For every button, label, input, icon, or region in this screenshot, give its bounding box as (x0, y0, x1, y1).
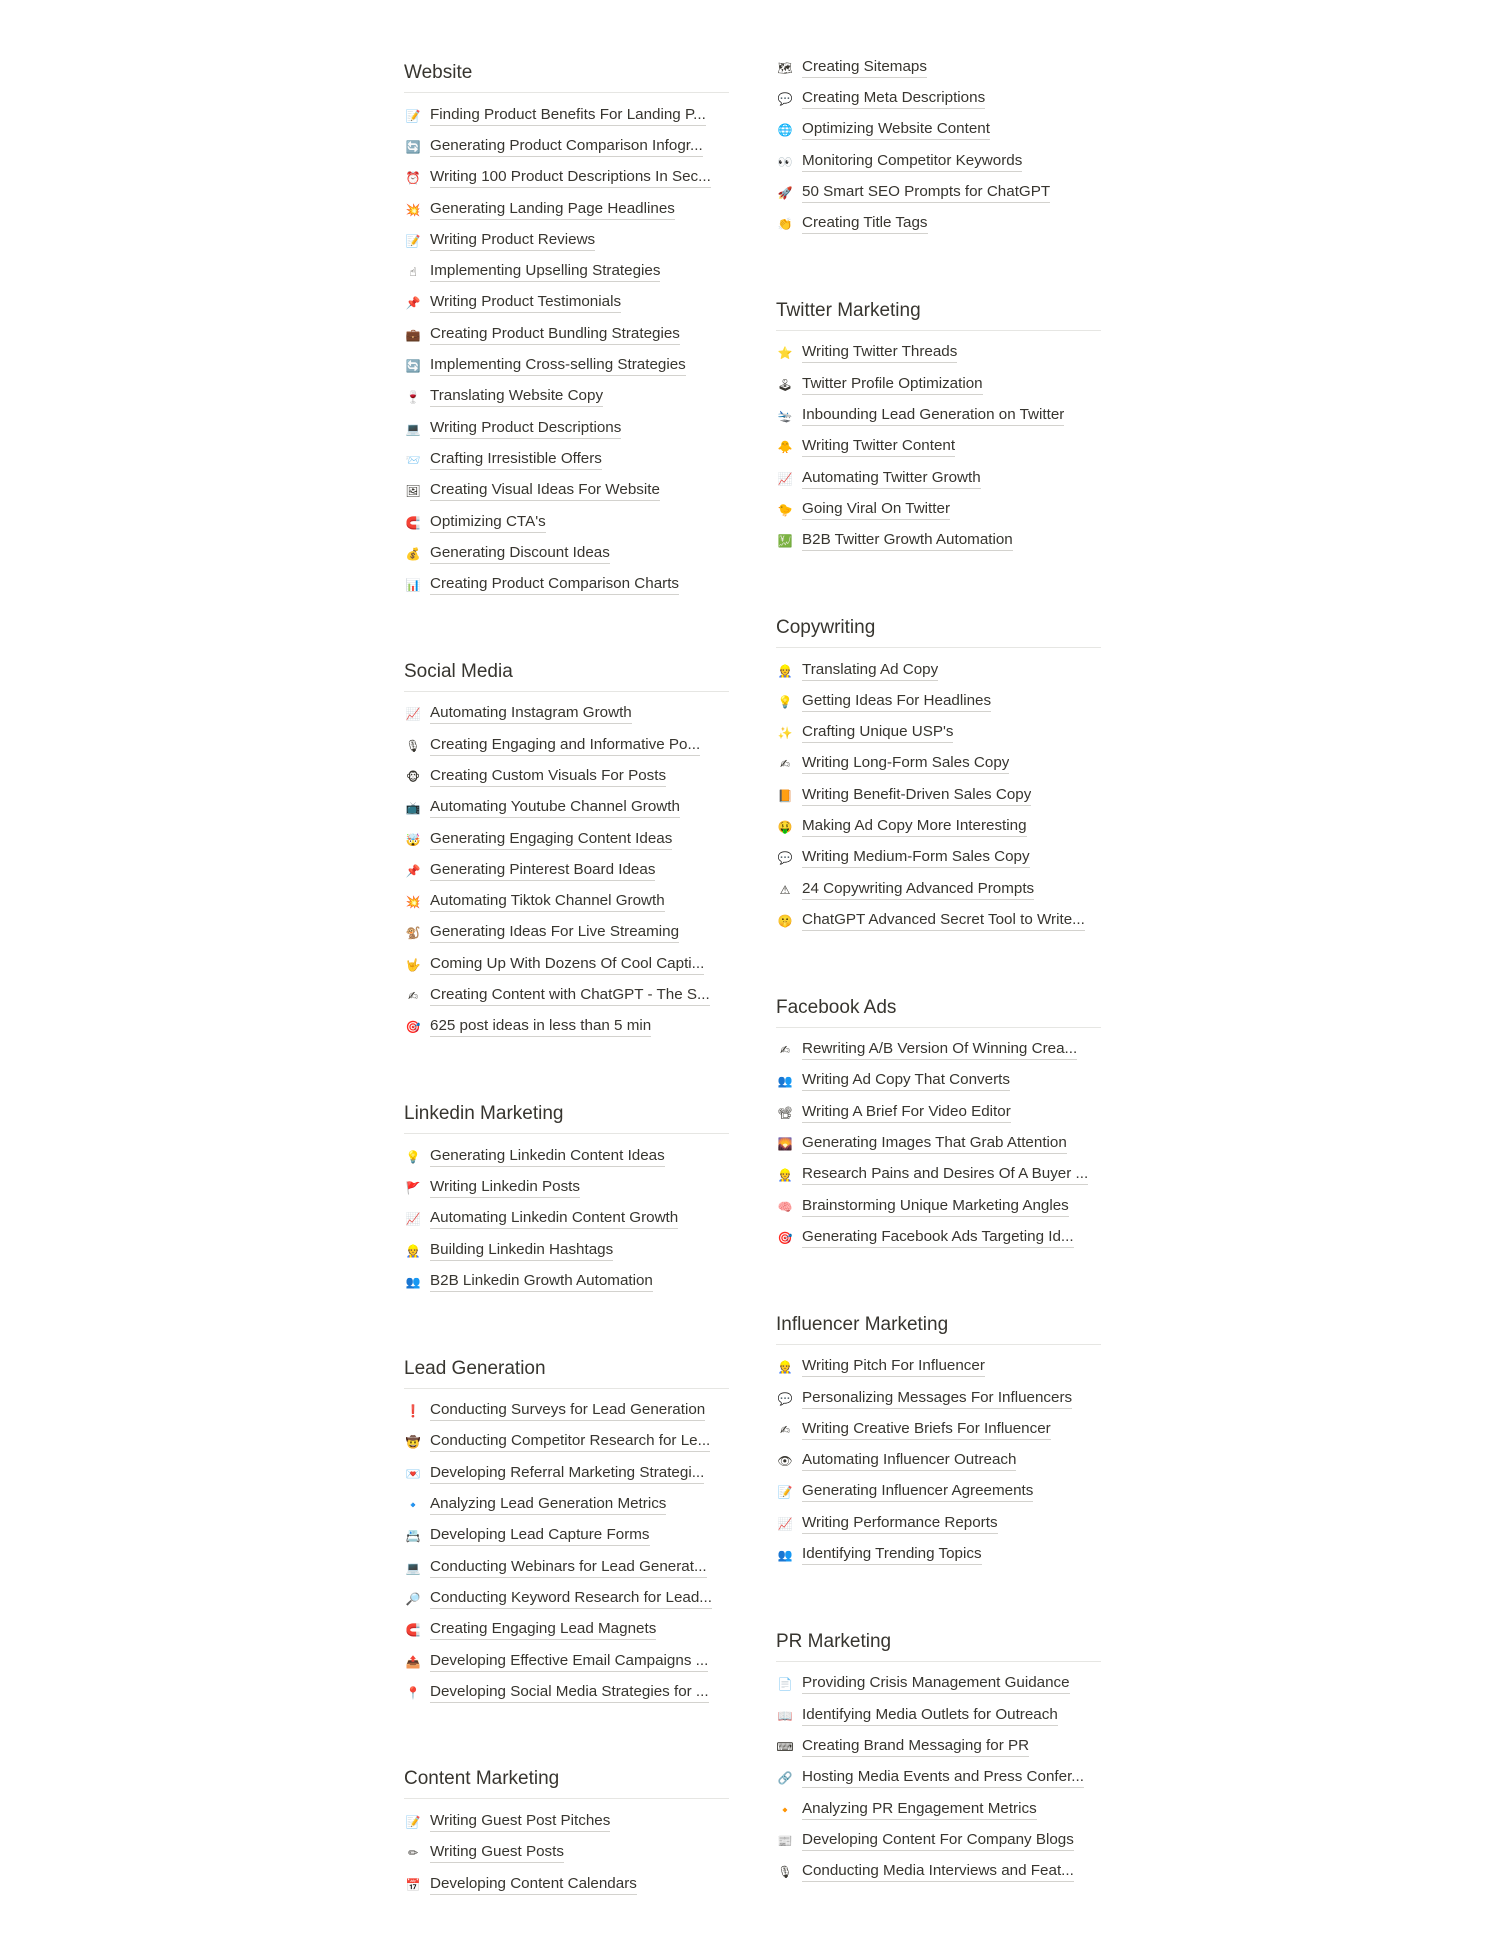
page-emoji-icon: 👷 (777, 1168, 793, 1183)
page-emoji-icon: 👥 (777, 1548, 793, 1563)
page-emoji-icon: 🎯 (405, 1020, 421, 1035)
page-emoji-icon: 📇 (405, 1529, 421, 1544)
page-link-label[interactable]: Optimizing Website Content (802, 120, 990, 140)
page-link-label[interactable]: Creating Engaging Lead Magnets (430, 1620, 656, 1640)
page-link[interactable] (776, 526, 1106, 557)
page-link-label[interactable]: Generating Facebook Ads Targeting Id... (802, 1228, 1074, 1248)
page-link[interactable] (404, 319, 734, 350)
page-link[interactable] (404, 793, 734, 824)
page-link-label[interactable]: Generating Landing Page Headlines (430, 200, 675, 220)
page-emoji-icon: 💰 (405, 546, 421, 561)
page-link[interactable] (404, 1806, 734, 1837)
section-lead-generation (404, 1358, 734, 1709)
page-link-label[interactable]: Conducting Webinars for Lead Generat... (430, 1558, 707, 1578)
section-website-continued (776, 52, 1106, 240)
page-link-label[interactable]: Creating Product Bundling Strategies (430, 325, 680, 345)
page-link[interactable] (404, 1615, 734, 1646)
page-link-label[interactable]: Automating Influencer Outreach (802, 1451, 1016, 1471)
page-link-label[interactable]: Building Linkedin Hashtags (430, 1241, 613, 1261)
page-link-label[interactable]: Research Pains and Desires Of A Buyer ... (802, 1165, 1088, 1185)
page-emoji-icon: 🔎 (405, 1591, 421, 1606)
page-emoji-icon: 🤟 (405, 957, 421, 972)
page-link-label[interactable]: Automating Twitter Growth (802, 469, 981, 489)
page-emoji-icon: 📙 (777, 788, 793, 803)
page-link-label[interactable]: Identifying Trending Topics (802, 1545, 982, 1565)
page-link-label[interactable]: Creating Content with ChatGPT - The S... (430, 986, 710, 1006)
page-link[interactable] (776, 338, 1106, 369)
page-link[interactable] (776, 1763, 1106, 1794)
page-emoji-icon: 📝 (405, 1815, 421, 1830)
page-emoji-icon: 💡 (777, 694, 793, 709)
page-link[interactable] (404, 382, 734, 413)
page-link[interactable] (776, 400, 1106, 431)
page-link[interactable] (776, 115, 1106, 146)
page-emoji-icon: 💌 (405, 1466, 421, 1481)
page-emoji-icon: 👥 (405, 1274, 421, 1289)
section-pr-marketing (776, 1631, 1106, 1888)
page-link[interactable] (404, 1458, 734, 1489)
page-link[interactable] (404, 507, 734, 538)
page-link-label[interactable]: Writing Product Descriptions (430, 419, 621, 439)
page-emoji-icon: 🖼 (405, 484, 421, 499)
page-emoji-icon: 🗺 (777, 60, 793, 75)
page-link-label[interactable]: Generating Ideas For Live Streaming (430, 923, 679, 943)
page-link[interactable] (776, 463, 1106, 494)
page-emoji-icon: 🛬 (777, 409, 793, 424)
page-link-label[interactable]: 50 Smart SEO Prompts for ChatGPT (802, 183, 1050, 203)
page-emoji-icon: 👷 (405, 1243, 421, 1258)
page-emoji-icon: ✍ (779, 757, 791, 772)
page-link-label[interactable]: Creating Sitemaps (802, 58, 927, 78)
page-link[interactable] (776, 1352, 1106, 1383)
page-link[interactable] (404, 538, 734, 569)
page-emoji-icon: 🐥 (777, 440, 793, 455)
page-emoji-icon: 🎙 (405, 738, 421, 753)
page-link[interactable] (404, 1489, 734, 1520)
page-link[interactable] (404, 131, 734, 162)
page-link[interactable] (776, 874, 1106, 905)
page-emoji-icon: ❗ (405, 1404, 421, 1419)
page-link-label[interactable]: Hosting Media Events and Press Confer... (802, 1768, 1084, 1788)
page-emoji-icon: 🔸 (777, 1802, 793, 1817)
page-link[interactable] (776, 1035, 1106, 1066)
page-link-label[interactable]: Creating Engaging and Informative Po... (430, 736, 700, 756)
section-website (404, 62, 734, 601)
page-link-label[interactable]: Developing Social Media Strategies for ... (430, 1683, 709, 1703)
page-link-label[interactable]: Inbounding Lead Generation on Twitter (802, 406, 1064, 426)
page-link[interactable] (776, 177, 1106, 208)
page-link[interactable] (776, 1794, 1106, 1825)
page-emoji-icon: 💬 (777, 91, 793, 106)
page-link-label[interactable]: Creating Product Comparison Charts (430, 575, 679, 595)
page-link-label[interactable]: B2B Linkedin Growth Automation (430, 1272, 653, 1292)
page-link[interactable] (404, 699, 734, 730)
page-emoji-icon: 📍 (405, 1685, 421, 1700)
page-emoji-icon: 🔗 (777, 1771, 793, 1786)
section-twitter-marketing (776, 300, 1106, 557)
page-link-label[interactable]: Analyzing PR Engagement Metrics (802, 1800, 1037, 1820)
page-link[interactable] (404, 949, 734, 980)
page-link-label[interactable]: Writing Product Testimonials (430, 293, 621, 313)
page-link[interactable] (404, 1266, 734, 1297)
page-link[interactable] (404, 350, 734, 381)
page-emoji-icon: 🚀 (777, 185, 793, 200)
page-emoji-icon: 🎯 (777, 1230, 793, 1245)
page-emoji-icon: 🔄 (405, 359, 421, 374)
page-link-label[interactable]: Writing Pitch For Influencer (802, 1357, 985, 1377)
section-title: Twitter Marketing (776, 300, 1101, 331)
page-link-label[interactable]: Writing Guest Posts (430, 1843, 564, 1863)
page-link-label[interactable]: Automating Linkedin Content Growth (430, 1209, 678, 1229)
page-link-label[interactable]: Going Viral On Twitter (802, 500, 950, 520)
page-emoji-icon: 📈 (405, 707, 421, 722)
page-emoji-icon: ⏰ (405, 171, 421, 186)
section-linkedin-marketing (404, 1103, 734, 1297)
page-emoji-icon: 📈 (777, 471, 793, 486)
page-emoji-icon: ✨ (777, 726, 793, 741)
section-content-marketing (404, 1768, 734, 1900)
page-emoji-icon: 🤠 (405, 1435, 421, 1450)
section-influencer-marketing (776, 1314, 1106, 1571)
page-link[interactable] (404, 256, 734, 287)
page-link-label[interactable]: Writing Product Reviews (430, 231, 595, 251)
page-emoji-icon: 💡 (405, 1149, 421, 1164)
page-link[interactable] (776, 1669, 1106, 1700)
page-emoji-icon: ✍ (779, 1043, 791, 1058)
left-column (404, 62, 734, 1960)
page-link-label[interactable]: Writing Benefit-Driven Sales Copy (802, 786, 1031, 806)
page-link[interactable] (404, 194, 734, 225)
page-link[interactable] (776, 1825, 1106, 1856)
page-emoji-icon: 👷 (777, 663, 793, 678)
page-link-label[interactable]: Getting Ideas For Headlines (802, 692, 991, 712)
page-link-label[interactable]: Generating Product Comparison Infogr... (430, 137, 703, 157)
page-link[interactable] (776, 1222, 1106, 1253)
page-link-label[interactable]: Automating Tiktok Channel Growth (430, 892, 665, 912)
page-link-label[interactable]: Generating Linkedin Content Ideas (430, 1147, 665, 1167)
page-link[interactable] (404, 1396, 734, 1427)
page-emoji-icon: 👏 (777, 217, 793, 232)
page-link-label[interactable]: Providing Crisis Management Guidance (802, 1674, 1070, 1694)
page-link-label[interactable]: Creating Custom Visuals For Posts (430, 767, 666, 787)
page-link-label[interactable]: Optimizing CTA's (430, 513, 546, 533)
page-link[interactable] (404, 1552, 734, 1583)
page-link-label[interactable]: Creating Title Tags (802, 214, 928, 234)
page-emoji-icon: 📅 (405, 1877, 421, 1892)
page-link[interactable] (776, 1128, 1106, 1159)
page-link[interactable] (776, 1731, 1106, 1762)
page-link[interactable] (404, 225, 734, 256)
page-emoji-icon: 🍷 (405, 390, 421, 405)
page-emoji-icon: 👥 (777, 1074, 793, 1089)
page-link[interactable] (404, 887, 734, 918)
page-emoji-icon: 🔄 (405, 139, 421, 154)
page-emoji-icon: 💥 (405, 202, 421, 217)
page-emoji-icon: 🌄 (777, 1137, 793, 1152)
page-link-label[interactable]: Crafting Irresistible Offers (430, 450, 602, 470)
section-facebook-ads (776, 997, 1106, 1254)
page-link[interactable] (776, 717, 1106, 748)
page-link-label[interactable]: Generating Influencer Agreements (802, 1482, 1033, 1502)
page-link[interactable] (404, 569, 734, 600)
page-link-label[interactable]: Identifying Media Outlets for Outreach (802, 1706, 1058, 1726)
page-link[interactable] (404, 1172, 734, 1203)
page-emoji-icon: 🤯 (405, 832, 421, 847)
section-title: Social Media (404, 661, 729, 692)
page-link-label[interactable]: 24 Copywriting Advanced Prompts (802, 880, 1034, 900)
page-emoji-icon: 📤 (405, 1654, 421, 1669)
page-link[interactable] (404, 1521, 734, 1552)
page-link-label[interactable]: Translating Ad Copy (802, 661, 938, 681)
page-link[interactable] (404, 980, 734, 1011)
page-emoji-icon: 📖 (777, 1708, 793, 1723)
page-link[interactable] (776, 1508, 1106, 1539)
page-link-label[interactable]: Twitter Profile Optimization (802, 375, 983, 395)
page-link-label[interactable]: Implementing Upselling Strategies (430, 262, 660, 282)
page-link[interactable] (776, 1191, 1106, 1222)
page-link-label[interactable]: Crafting Unique USP's (802, 723, 953, 743)
page-link[interactable] (776, 655, 1106, 686)
page-emoji-icon: ✍ (407, 989, 419, 1004)
page-link[interactable] (404, 1204, 734, 1235)
page-emoji-icon: 🧠 (777, 1199, 793, 1214)
page-link[interactable] (776, 369, 1106, 400)
section-title: Content Marketing (404, 1768, 729, 1799)
page-link[interactable] (776, 749, 1106, 780)
page-link[interactable] (404, 288, 734, 319)
section-title: Facebook Ads (776, 997, 1101, 1028)
page-emoji-icon: 🧲 (405, 1623, 421, 1638)
page-link-label[interactable]: Rewriting A/B Version Of Winning Crea... (802, 1040, 1077, 1060)
page-emoji-icon: 👷 (777, 1360, 793, 1375)
page-link-label[interactable]: Automating Youtube Channel Growth (430, 798, 680, 818)
page-link-label[interactable]: 625 post ideas in less than 5 min (430, 1017, 651, 1037)
page-link-label[interactable]: Making Ad Copy More Interesting (802, 817, 1027, 837)
page-link-label[interactable]: Monitoring Competitor Keywords (802, 152, 1022, 172)
page-link-label[interactable]: Developing Content Calendars (430, 1875, 637, 1895)
page-link-label[interactable]: Finding Product Benefits For Landing P... (430, 106, 706, 126)
page-link-label[interactable]: Analyzing Lead Generation Metrics (430, 1495, 666, 1515)
page-link[interactable] (404, 1427, 734, 1458)
page-link[interactable] (404, 1012, 734, 1043)
page-link-label[interactable]: ChatGPT Advanced Secret Tool to Write... (802, 911, 1085, 931)
page-emoji-icon: 📊 (405, 578, 421, 593)
page-link[interactable] (404, 918, 734, 949)
page-link[interactable] (776, 1414, 1106, 1445)
page-link[interactable] (776, 52, 1106, 83)
page-link[interactable] (404, 1646, 734, 1677)
page-link[interactable] (404, 1583, 734, 1614)
page-link[interactable] (776, 1383, 1106, 1414)
page-link-label[interactable]: Personalizing Messages For Influencers (802, 1389, 1072, 1409)
page-link-label[interactable]: B2B Twitter Growth Automation (802, 531, 1013, 551)
page-link-label[interactable]: Writing Twitter Threads (802, 343, 957, 363)
page-link-label[interactable]: Conducting Keyword Research for Lead... (430, 1589, 712, 1609)
page-emoji-icon: 🕹 (777, 377, 793, 392)
page-link-label[interactable]: Writing Guest Post Pitches (430, 1812, 610, 1832)
page-link[interactable] (404, 476, 734, 507)
page-emoji-icon: 📝 (777, 1485, 793, 1500)
page-link[interactable] (776, 780, 1106, 811)
page-link-label[interactable]: Creating Brand Messaging for PR (802, 1737, 1029, 1757)
page-link-label[interactable]: Generating Images That Grab Attention (802, 1134, 1067, 1154)
page-link[interactable] (776, 843, 1106, 874)
page-link-label[interactable]: Developing Referral Marketing Strategi... (430, 1464, 704, 1484)
page-emoji-icon: 📨 (405, 452, 421, 467)
right-column (776, 52, 1106, 1948)
page-link[interactable] (776, 1160, 1106, 1191)
page-emoji-icon: 🎙 (777, 1865, 793, 1880)
page-emoji-icon: 🧲 (405, 515, 421, 530)
page-emoji-icon: 📝 (405, 233, 421, 248)
page-link-label[interactable]: Developing Content For Company Blogs (802, 1831, 1074, 1851)
page-link-label[interactable]: Writing Medium-Form Sales Copy (802, 848, 1030, 868)
page-emoji-icon: 💻 (405, 421, 421, 436)
page-emoji-icon: 🚩 (405, 1180, 421, 1195)
page-emoji-icon: ☝ (409, 265, 417, 280)
section-title: PR Marketing (776, 1631, 1101, 1662)
page-emoji-icon: 📈 (777, 1516, 793, 1531)
page-link[interactable] (404, 163, 734, 194)
page-link[interactable] (776, 1477, 1106, 1508)
page-emoji-icon: ✏ (407, 1846, 419, 1861)
page-link[interactable] (776, 1097, 1106, 1128)
page-link-label[interactable]: Conducting Competitor Research for Le... (430, 1432, 710, 1452)
page-emoji-icon: 📈 (405, 1212, 421, 1227)
page-link-label[interactable]: Developing Lead Capture Forms (430, 1526, 650, 1546)
page-link[interactable] (404, 855, 734, 886)
page-link[interactable] (404, 730, 734, 761)
page-emoji-icon: 🐵 (406, 769, 420, 784)
page-emoji-icon: 🤫 (777, 913, 793, 928)
page-link-label[interactable]: Writing Long-Form Sales Copy (802, 754, 1009, 774)
page-emoji-icon: 🐒 (405, 926, 421, 941)
page-link[interactable] (404, 100, 734, 131)
page-emoji-icon: 🤑 (777, 819, 793, 834)
page-emoji-icon: 💼 (405, 327, 421, 342)
page-link[interactable] (404, 1141, 734, 1172)
page-link[interactable] (776, 1856, 1106, 1887)
page-link-label[interactable]: Conducting Media Interviews and Feat... (802, 1862, 1074, 1882)
page-link[interactable] (776, 811, 1106, 842)
page-emoji-icon: 💥 (405, 895, 421, 910)
page-emoji-icon: 📺 (405, 801, 421, 816)
page-emoji-icon: 📰 (777, 1833, 793, 1848)
page-link[interactable] (404, 444, 734, 475)
page-link[interactable] (404, 1838, 734, 1869)
page-emoji-icon: 💬 (777, 851, 793, 866)
page-link[interactable] (776, 494, 1106, 525)
page-link[interactable] (776, 1446, 1106, 1477)
page-emoji-icon: 🌐 (777, 123, 793, 138)
section-title: Website (404, 62, 729, 93)
page-emoji-icon: 📝 (405, 108, 421, 123)
page-link-label[interactable]: Writing 100 Product Descriptions In Sec... (430, 168, 711, 188)
page-emoji-icon: ✍ (779, 1422, 791, 1437)
page-link-label[interactable]: Coming Up With Dozens Of Cool Capti... (430, 955, 704, 975)
page-link-label[interactable]: Creating Meta Descriptions (802, 89, 985, 109)
section-social-media (404, 661, 734, 1043)
page-link-label[interactable]: Implementing Cross-selling Strategies (430, 356, 686, 376)
page-link-label[interactable]: Generating Pinterest Board Ideas (430, 861, 655, 881)
page-emoji-icon: 📌 (405, 863, 421, 878)
page-emoji-icon: 📽 (777, 1105, 793, 1120)
page-link[interactable] (776, 686, 1106, 717)
page-emoji-icon: ⌨ (776, 1739, 794, 1754)
page-link-label[interactable]: Generating Discount Ideas (430, 544, 610, 564)
section-title: Lead Generation (404, 1358, 729, 1389)
page-emoji-icon: ⭐ (777, 346, 793, 361)
page-emoji-icon: 📄 (777, 1677, 793, 1692)
page-emoji-icon: ⚠ (779, 882, 791, 897)
page-emoji-icon: 📌 (405, 296, 421, 311)
page-link-label[interactable]: Writing Creative Briefs For Influencer (802, 1420, 1051, 1440)
page-link-label[interactable]: Automating Instagram Growth (430, 704, 632, 724)
page-link[interactable] (404, 761, 734, 792)
page-link[interactable] (776, 432, 1106, 463)
section-copywriting (776, 617, 1106, 937)
page-link[interactable] (776, 146, 1106, 177)
page-link[interactable] (404, 1235, 734, 1266)
page-link[interactable] (404, 1869, 734, 1900)
page-link[interactable] (776, 208, 1106, 239)
page-link-label[interactable]: Conducting Surveys for Lead Generation (430, 1401, 705, 1421)
page-emoji-icon: 🐤 (777, 502, 793, 517)
page-link-label[interactable]: Writing Twitter Content (802, 437, 955, 457)
page-link-label[interactable]: Writing Linkedin Posts (430, 1178, 580, 1198)
page-link[interactable] (776, 83, 1106, 114)
page-emoji-icon: 👁 (777, 1454, 793, 1469)
section-title: Copywriting (776, 617, 1101, 648)
page-link-label[interactable]: Brainstorming Unique Marketing Angles (802, 1197, 1069, 1217)
page-emoji-icon: 👀 (777, 154, 793, 169)
page-link[interactable] (404, 413, 734, 444)
page-link-label[interactable]: Writing Performance Reports (802, 1514, 998, 1534)
page-link-label[interactable]: Writing Ad Copy That Converts (802, 1071, 1010, 1091)
page-link-label[interactable]: Creating Visual Ideas For Website (430, 481, 660, 501)
page-emoji-icon: 💬 (777, 1391, 793, 1406)
page-link-label[interactable]: Generating Engaging Content Ideas (430, 830, 672, 850)
page-link[interactable] (776, 905, 1106, 936)
page-link-label[interactable]: Translating Website Copy (430, 387, 603, 407)
page-link-label[interactable]: Writing A Brief For Video Editor (802, 1103, 1011, 1123)
page-link[interactable] (776, 1700, 1106, 1731)
page-emoji-icon: 💻 (405, 1560, 421, 1575)
page-link-label[interactable]: Developing Effective Email Campaigns ... (430, 1652, 708, 1672)
page-emoji-icon: 🔹 (405, 1498, 421, 1513)
page-link[interactable] (776, 1539, 1106, 1570)
page-link[interactable] (404, 824, 734, 855)
section-title: Linkedin Marketing (404, 1103, 729, 1134)
page-emoji-icon: 💹 (777, 534, 793, 549)
page-link[interactable] (404, 1677, 734, 1708)
section-title: Influencer Marketing (776, 1314, 1101, 1345)
page-link[interactable] (776, 1066, 1106, 1097)
